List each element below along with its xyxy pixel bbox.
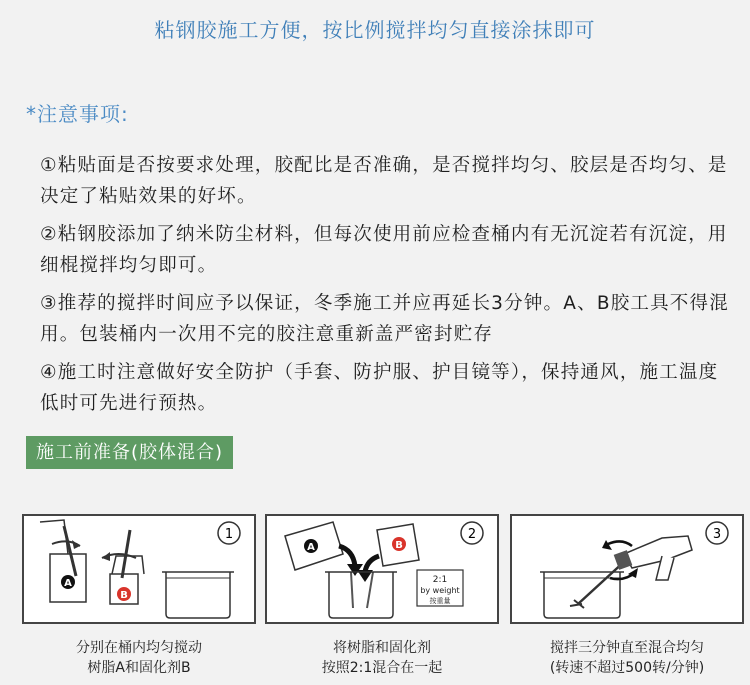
note-item-3: ③推荐的搅拌时间应予以保证，冬季施工并应再延长3分钟。A、B胶工具不得混用。包装桶内一次用不完的胶注意重新盖严密封贮存 <box>40 293 729 345</box>
ratio-value: 2:1 <box>432 575 448 585</box>
notes-heading: *注意事项: <box>26 102 129 126</box>
step-caption-3 <box>507 638 747 678</box>
caption-line: 将树脂和固化剂 <box>333 640 431 656</box>
step-panel-3 <box>510 514 744 624</box>
note-item-4: ④施工时注意做好安全防护（手套、防护服、护目镜等），保持通风，施工温度低时可先进行预热。 <box>40 362 719 414</box>
caption-line: 按照2:1混合在一起 <box>321 660 443 676</box>
caption-line: 树脂A和固化剂B <box>87 660 191 676</box>
svg-text:A: A <box>307 542 315 553</box>
mixing-bucket <box>166 572 230 618</box>
notes-list <box>40 150 730 419</box>
note-item-2: ②粘钢胶添加了纳米防尘材料，但每次使用前应检查桶内有无沉淀若有沉淀，用细棍搅拌均匀即可。 <box>40 224 728 276</box>
caption-line: 分别在桶内均匀搅动 <box>76 640 202 656</box>
drill-mixing-illustration <box>512 516 742 622</box>
ratio-unit-en: by weight <box>420 586 460 595</box>
step-caption-1 <box>19 638 259 678</box>
page-title: 粘钢胶施工方便，按比例搅拌均匀直接涂抹即可 <box>154 18 596 42</box>
step-panel-2 <box>265 514 499 624</box>
note-item-1: ①粘贴面是否按要求处理，胶配比是否准确，是否搅拌均匀、胶层是否均匀、是决定了粘贴效果的好坏。 <box>40 155 728 207</box>
svg-text:B: B <box>395 540 403 551</box>
caption-line: 搅拌三分钟直至混合均匀 <box>550 640 704 656</box>
stir-separately-illustration <box>24 516 254 622</box>
drill-icon <box>624 536 692 568</box>
combine-ratio-illustration <box>267 516 497 622</box>
step-number-3: 3 <box>712 527 722 542</box>
step-caption-2 <box>262 638 502 678</box>
step-number-1: 1 <box>224 527 234 542</box>
ratio-unit-cn: 按重量 <box>429 597 451 605</box>
svg-text:A: A <box>64 578 72 589</box>
step-number-2: 2 <box>467 527 477 542</box>
mixing-bucket <box>544 572 620 618</box>
prep-section-tag: 施工前准备(胶体混合) <box>26 436 233 469</box>
caption-line: (转速不超过500转/分钟) <box>549 660 705 676</box>
mixing-bucket <box>329 572 393 618</box>
svg-text:B: B <box>120 590 128 601</box>
step-panel-1 <box>22 514 256 624</box>
